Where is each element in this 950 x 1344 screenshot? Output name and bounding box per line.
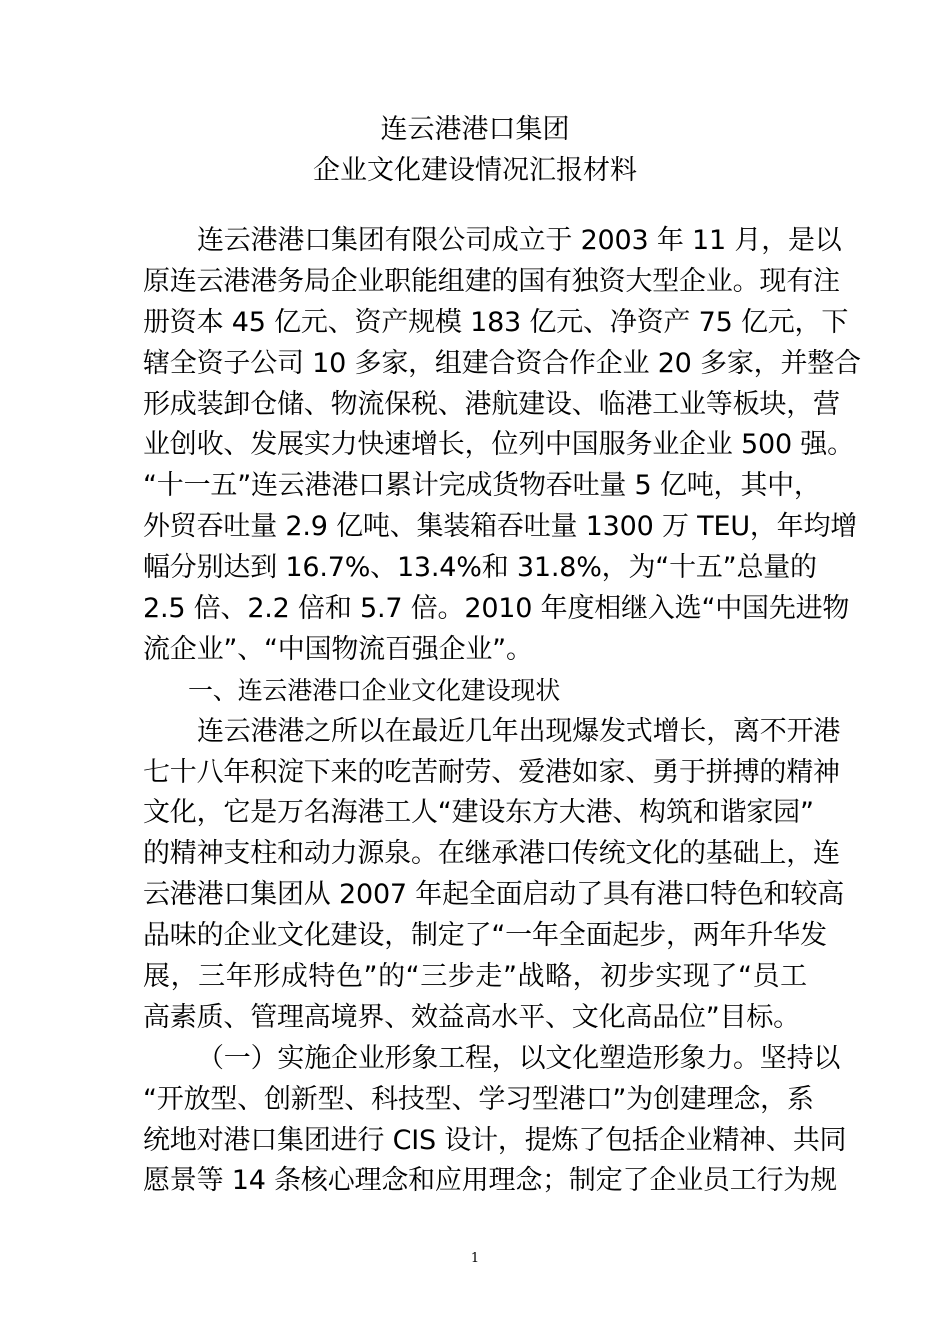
paragraph-line: 云港港口集团从 2007 年起全面启动了具有港口特色和较高 [143,879,845,911]
page-number: 1 [470,1251,480,1266]
paragraph-line: 业创收、发展实力快速增长，位列中国服务业企业 500 强。 [143,429,854,461]
paragraph-line: 原连云港港务局企业职能组建的国有独资大型企业。现有注 [143,265,840,297]
paragraph-line: “开放型、创新型、科技型、学习型港口”为创建理念，系 [143,1083,814,1115]
paragraph-line: “十一五”连云港港口累计完成货物吞吐量 5 亿吨，其中， [143,470,821,502]
paragraph-line: 形成装卸仓储、物流保税、港航建设、临港工业等板块，营 [143,388,840,420]
paragraph-line: 连云港港之所以在最近几年出现爆发式增长，离不开港 [197,715,841,747]
paragraph-line: 2.5 倍、2.2 倍和 5.7 倍。2010 年度相继入选“中国先进物 [143,593,850,625]
paragraph-line: 册资本 45 亿元、资产规模 183 亿元、净资产 75 亿元，下 [143,306,849,338]
section-heading: 一、连云港港口企业文化建设现状 [188,675,561,705]
paragraph-line: 幅分别达到 16.7%、13.4%和 31.8%，为“十五”总量的 [143,552,817,584]
paragraph-line: 展，三年形成特色”的“三步走”战略，初步实现了“员工 [143,961,807,993]
paragraph-line: 连云港港口集团有限公司成立于 2003 年 11 月，是以 [197,225,842,256]
paragraph-line: 七十八年积淀下来的吃苦耐劳、爱港如家、勇于拼搏的精神 [143,756,840,788]
paragraph-line: 外贸吞吐量 2.9 亿吨、集装箱吞吐量 1300 万 TEU，年均增 [143,511,858,543]
paragraph-line: （一）实施企业形象工程，以文化塑造形象力。坚持以 [197,1042,841,1074]
document-title: 连云港港口集团 [380,114,570,145]
document-subtitle: 企业文化建设情况汇报材料 [313,155,637,186]
paragraph-line: 流企业”、“中国物流百强企业”。 [143,633,533,665]
paragraph-line: 辖全资子公司 10 多家，组建合资合作企业 20 多家，并整合 [143,347,861,379]
paragraph-line: 高素质、管理高境界、效益高水平、文化高品位”目标。 [143,1001,800,1033]
paragraph-line: 统地对港口集团进行 CIS 设计，提炼了包括企业精神、共同 [143,1124,847,1156]
paragraph-line: 的精神支柱和动力源泉。在继承港口传统文化的基础上，连 [143,838,840,870]
paragraph-line: 品味的企业文化建设，制定了“一年全面起步，两年升华发 [143,920,827,952]
paragraph-line: 愿景等 14 条核心理念和应用理念；制定了企业员工行为规 [143,1165,837,1197]
paragraph-line: 文化，它是万名海港工人“建设东方大港、构筑和谐家园” [143,797,814,829]
document-body [143,221,861,1202]
